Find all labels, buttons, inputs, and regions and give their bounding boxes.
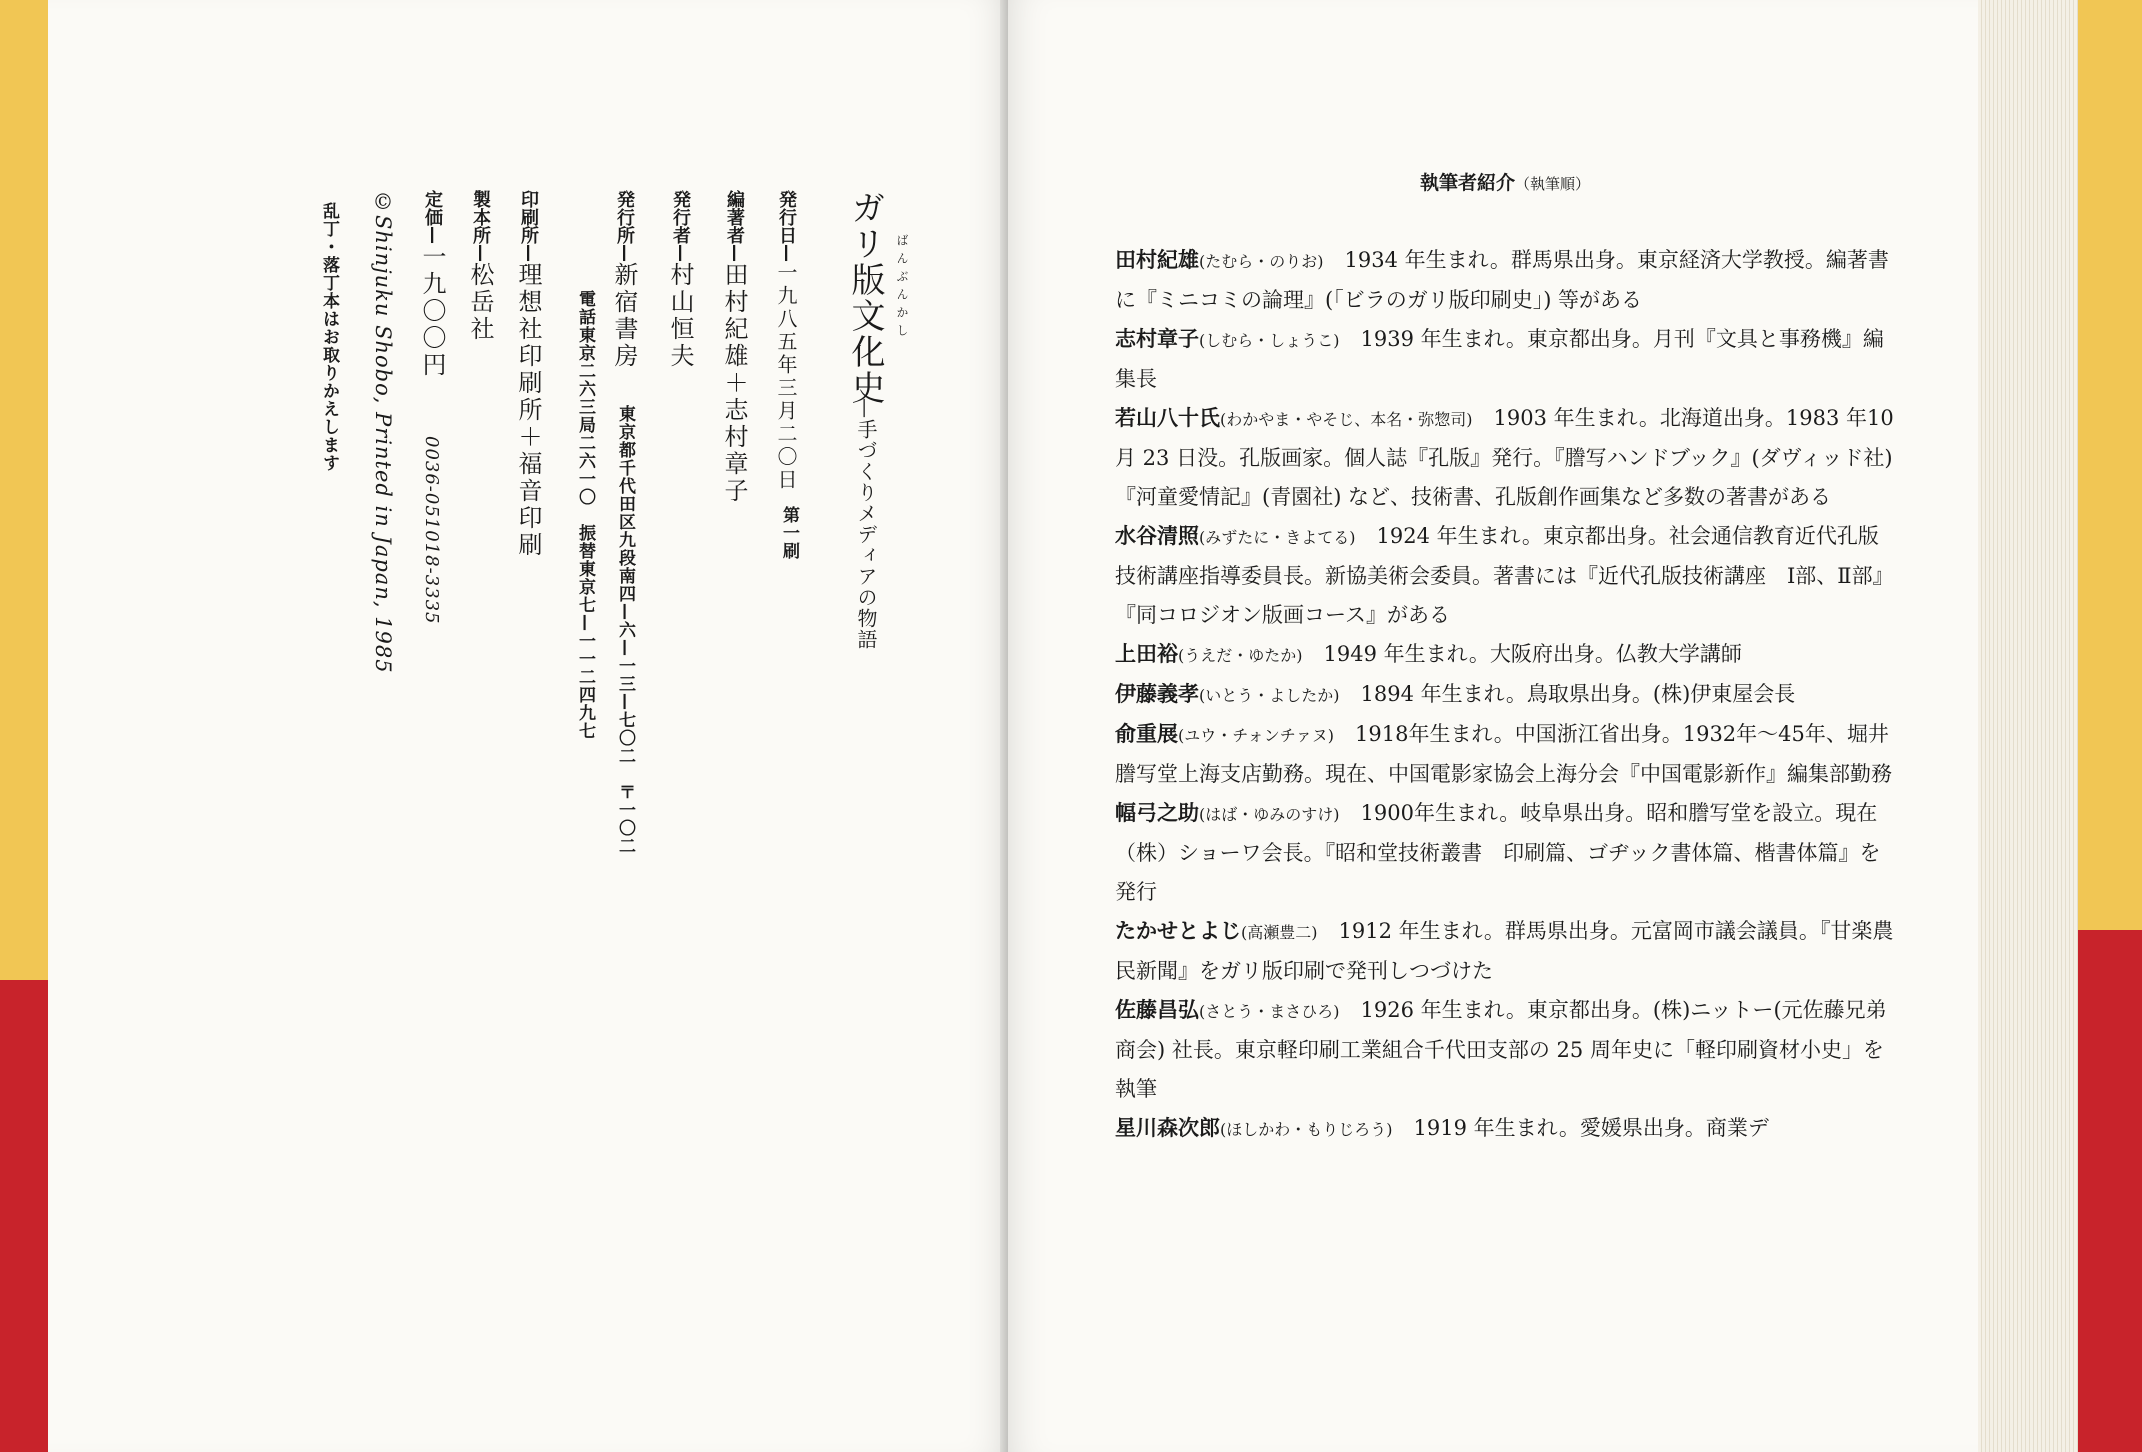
contributor-bio-continued: 教授。編著書に『ミニコミの論理』(「ビラのガリ版印刷史」) 等がある xyxy=(1115,248,1889,312)
contributor-reading: (さとう・まさひろ) xyxy=(1199,1002,1340,1021)
contributor-reading: (みずたに・きよてる) xyxy=(1199,528,1356,547)
contributor-bio: 1918年生まれ。中国浙江省出身。1932年～ xyxy=(1355,722,1779,746)
editor-row xyxy=(722,190,746,505)
printer-row xyxy=(516,190,540,559)
binder-row xyxy=(468,190,492,343)
contributor-reading: (高瀬豊二) xyxy=(1241,923,1318,942)
editor-value: 田村紀雄＋志村章子 xyxy=(720,262,748,505)
contributor-bio: 1934 年生まれ。群馬県出身。東京経済大学 xyxy=(1344,248,1763,272)
printer-value: 理想社印刷所＋福音印刷 xyxy=(514,262,542,559)
contributor-bio-continued: 身。1983 年10月 23 日没。孔版画家。個人誌『孔版』発行。『謄写ハンドブック』(ダヴィッド社)『河童愛情記』(青園社) など、技術書、孔版創作画集など多数の著書がある xyxy=(1115,406,1894,509)
replacement-notice: 乱丁・落丁本はお取りかえします xyxy=(319,202,339,472)
contributor-bio-continued: 会長 xyxy=(1753,682,1796,706)
issue-value: 一九八五年三月二〇日 xyxy=(774,262,798,492)
contributor-name: 水谷清照 xyxy=(1115,524,1199,548)
price-row xyxy=(420,190,444,379)
publisher-address: 東京都千代田区九段南四—六—一三—七〇二 〒一〇二 xyxy=(615,405,635,855)
contributor-entry xyxy=(1115,635,1895,675)
contributor-entry xyxy=(1115,794,1895,912)
contributor-entry xyxy=(1115,320,1895,399)
book-subtitle: —手づくりメディアの物語 xyxy=(854,398,878,650)
publisher-person-label: 発行者— xyxy=(670,190,691,262)
binder-value: 松岳社 xyxy=(466,262,494,343)
publisher-label: 発行所— xyxy=(614,190,635,262)
contributor-name: 幅弓之助 xyxy=(1115,801,1199,825)
contributor-entry xyxy=(1115,1109,1895,1149)
contributor-entry xyxy=(1115,517,1895,635)
issue-edition: 第一刷 xyxy=(779,506,799,560)
contributor-name: 志村章子 xyxy=(1115,327,1199,351)
contributor-bio: 1900年生まれ。岐阜県出身。昭和謄写堂を xyxy=(1360,801,1773,825)
contributors-title: 執筆者紹介 xyxy=(1419,172,1515,194)
contributor-bio: 1924 年生まれ。東京都出身。社会通信教 xyxy=(1376,524,1774,548)
contributor-entry xyxy=(1115,912,1895,991)
contributors-list xyxy=(1115,241,1895,1149)
book-title: ガリ版文化史 xyxy=(845,190,885,406)
contributors-title-note: （執筆順） xyxy=(1515,175,1591,193)
colophon xyxy=(319,190,909,970)
contributor-bio: 1912 年生まれ。群馬県出身。元富岡市議会議 xyxy=(1338,919,1778,943)
binder-label: 製本所— xyxy=(470,190,491,262)
contributor-reading: (うえだ・ゆたか) xyxy=(1178,646,1303,665)
publisher-value: 新宿書房 xyxy=(610,262,638,370)
contributor-reading: (しむら・しょうこ) xyxy=(1199,331,1340,350)
contributor-bio: 1926 年生まれ。東京都出身。(株)ニットー xyxy=(1360,998,1774,1022)
contributor-name: たかせとよじ xyxy=(1115,919,1241,943)
contributor-bio: 1949 年生まれ。大阪府出身。仏教大学講師 xyxy=(1323,642,1742,666)
contributors-heading xyxy=(1115,168,1895,195)
contributor-name: 田村紀雄 xyxy=(1115,248,1199,272)
contributor-bio: 1919 年生まれ。愛媛県出身。商業デ xyxy=(1413,1116,1769,1140)
contributor-name: 星川森次郎 xyxy=(1115,1116,1220,1140)
contributor-bio-continued: 員。『甘楽農民新聞』をガリ版印刷で発刊しつづけた xyxy=(1115,919,1894,983)
contributor-reading: (はば・ゆみのすけ) xyxy=(1199,805,1340,824)
issue-label: 発行日— xyxy=(776,190,797,262)
publisher-person-value: 村山恒夫 xyxy=(666,262,694,370)
contributor-name: 佐藤昌弘 xyxy=(1115,998,1199,1022)
price-code: 0036-051018-3335 xyxy=(421,436,442,625)
contributor-bio-continued: 45年、堀井謄写堂上海支店勤務。現在、中国電影家協会上海分会『中国電影新作』編集部勤務 xyxy=(1115,722,1892,786)
editor-label: 編著者— xyxy=(724,190,745,262)
copyright: ©Shinjuku Shobo, Printed in Japan, 1985 xyxy=(371,190,395,674)
contributor-bio: 1903 年生まれ。北海道出 xyxy=(1493,406,1744,430)
price-value: 一九〇〇円 xyxy=(418,244,446,379)
contributor-bio: 1939 年生まれ。東京都出身。月刊『文具と xyxy=(1360,327,1779,351)
left-page xyxy=(48,0,1008,1452)
contributor-bio-continued: (元佐藤兄弟商会) 社長。東京軽印刷工業組合千代田支部の 25 周年史に「軽印刷資材小史」を執筆 xyxy=(1115,998,1887,1101)
contributor-bio-continued: 設立。現在（株）ショーワ会長。『昭和堂技術叢書 印刷篇、ゴヂック書体篇、楷書体篇』を発行 xyxy=(1115,801,1881,904)
contributor-entry xyxy=(1115,241,1895,320)
printer-label: 印刷所— xyxy=(518,190,539,262)
publisher-row xyxy=(612,190,636,370)
contributor-bio: 1894 年生まれ。鳥取県出身。(株)伊東屋 xyxy=(1360,682,1754,706)
publisher-phone: 電話東京二六三局二六一〇 振替東京七—一一二四九七 xyxy=(575,290,595,740)
contributor-reading: (たむら・のりお) xyxy=(1199,252,1324,271)
contributor-name: 伊藤義孝 xyxy=(1115,682,1199,706)
publisher-person-row xyxy=(668,190,692,370)
contributor-reading: (わかやま・やそじ、本名・弥惣司) xyxy=(1220,410,1473,429)
contributor-entry xyxy=(1115,399,1895,517)
contributor-reading: (ほしかわ・もりじろう) xyxy=(1220,1120,1393,1139)
contributor-name: 上田裕 xyxy=(1115,642,1178,666)
book-cover-red-band-right xyxy=(2078,930,2142,1452)
contributor-bio-continued: 育近代孔版技術講座指導委員長。新協美術会委員。著書には『近代孔版技術講座 Ⅰ部、Ⅱ部』『同コロジオン版画コース』がある xyxy=(1115,524,1894,627)
page-edges xyxy=(1978,0,2078,1452)
contributor-bio-continued: 事務機』編集長 xyxy=(1115,327,1884,391)
contributor-name: 俞重展 xyxy=(1115,722,1178,746)
contributor-reading: (ユウ・チォンチァヌ) xyxy=(1178,726,1335,745)
price-label: 定価— xyxy=(422,190,443,244)
contributor-name: 若山八十氏 xyxy=(1115,406,1220,430)
contributor-entry xyxy=(1115,715,1895,794)
contributor-entry xyxy=(1115,675,1895,715)
contributor-reading: (いとう・よしたか) xyxy=(1199,686,1340,705)
contributor-entry xyxy=(1115,991,1895,1109)
contributors-section xyxy=(1115,168,1895,1149)
issue-row xyxy=(776,190,796,492)
title-ruby: ばんぶんかし xyxy=(895,234,909,342)
